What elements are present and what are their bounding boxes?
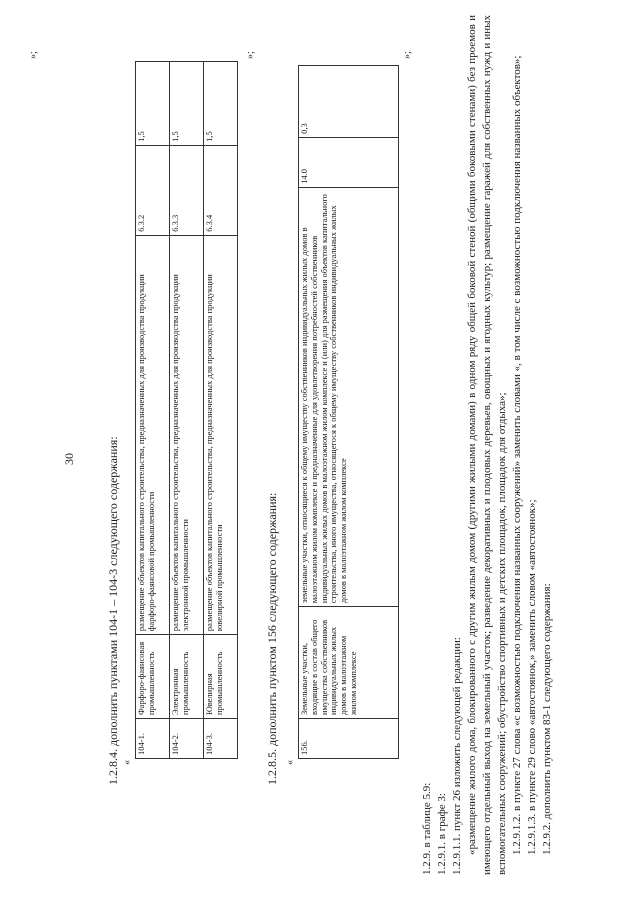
row-desc: размещение объектов капитального строительства, предназначенных для производства продукции фарфоро-фаянсовой промышленности xyxy=(136,235,170,634)
row-num: 156. xyxy=(299,719,399,759)
closing-quote: »; xyxy=(402,51,413,59)
table-row xyxy=(204,62,238,759)
row-val: 1,5 xyxy=(136,62,170,146)
row-code: 6.3.2 xyxy=(136,145,170,235)
opening-quote: « xyxy=(122,760,133,765)
table-row xyxy=(170,62,204,759)
line-1-2-9-1: 1.2.9.1. в графе 3: xyxy=(436,793,448,875)
row-code: 6.3.3 xyxy=(170,145,204,235)
line-1-2-9-1-1: 1.2.9.1.1. пункт 26 изложить следующей редакции: xyxy=(451,637,463,875)
row-name: Ювелирная промышленность xyxy=(204,635,238,719)
row-name: Земельные участки, входящие в состав общего имущества собственников индивидуальных жилых домов в малоэтажном жилом комплексе xyxy=(299,607,399,719)
closing-quote: »; xyxy=(28,51,39,59)
row-num: 104-3. xyxy=(204,719,238,759)
row-num: 104-2. xyxy=(170,719,204,759)
table-104 xyxy=(135,61,238,759)
row-num: 104-1. xyxy=(136,719,170,759)
row-desc: земельные участки, относящиеся к общему имуществу собственников индивидуальных жилых домов в малоэтажном жилом комплексе и предназначенные для удовлетворения потребностей собственников индивидуальных жилых домов в малоэтажном жилом комплексе и (или) для размещения объектов капитального строительства, иного имущества, относящегося к общему имуществу собственников индивидуальных жилых домов в малоэтажном жилом комплексе xyxy=(299,187,399,606)
paragraph-1-2-9-1-2: 1.2.9.1.2. в пункте 27 слова «с возможностью подключения названных сооружений» заменить словами «, в том числе с возможностью подключения названных объектов»; xyxy=(511,55,523,855)
paragraph-quote: «размещение жилого дома, блокированного с другим жилым домом (другими жилыми домами) в одном ряду общей боковой стеной (общими боковыми стенами) без проемов и имеющего отдельный выход на земельный участок; разведение декоративных и плодовых деревьев, овощных и ягодных культур; размещение гаражей для собственных нужд и иных вспомогательных сооружений; обустройство спортивных и детских площадок, площадок для отдыха»; xyxy=(466,15,508,875)
row-name: Электронная промышленность xyxy=(170,635,204,719)
row-code: 6.3.4 xyxy=(204,145,238,235)
line-1-2-9-2: 1.2.9.2. дополнить пунктом 83-1 следующего содержания: xyxy=(541,583,553,855)
section-1284-intro: 1.2.8.4. дополнить пунктами 104-1 – 104-3 следующего содержания: xyxy=(106,436,120,785)
line-1-2-9: 1.2.9. в таблице 5.9: xyxy=(421,782,433,875)
page-number: 30 xyxy=(62,453,76,465)
row-desc: размещение объектов капитального строительства, предназначенных для производства продукции электронной промышленности xyxy=(170,235,204,634)
row-desc: размещение объектов капитального строительства, предназначенных для производства продукции ювелирной промышленности xyxy=(204,235,238,634)
table-row xyxy=(299,66,399,759)
table-row xyxy=(136,62,170,759)
row-name: Фарфоро-фаянсовая промышленность xyxy=(136,635,170,719)
closing-quote: »; xyxy=(245,51,256,59)
line-1-2-9-1-3: 1.2.9.1.3. в пункте 29 слово «автостоянок,» заменить словом «автостоянок»; xyxy=(526,499,538,855)
row-code: 14.0 xyxy=(299,137,399,187)
row-val: 1,5 xyxy=(170,62,204,146)
amendments-text xyxy=(420,15,555,875)
row-val: 1,5 xyxy=(204,62,238,146)
section-1285-intro: 1.2.8.5. дополнить пунктом 156 следующего содержания: xyxy=(265,492,279,785)
table-156 xyxy=(298,65,399,759)
opening-quote: « xyxy=(285,760,296,765)
row-val: 0,3 xyxy=(299,66,399,138)
